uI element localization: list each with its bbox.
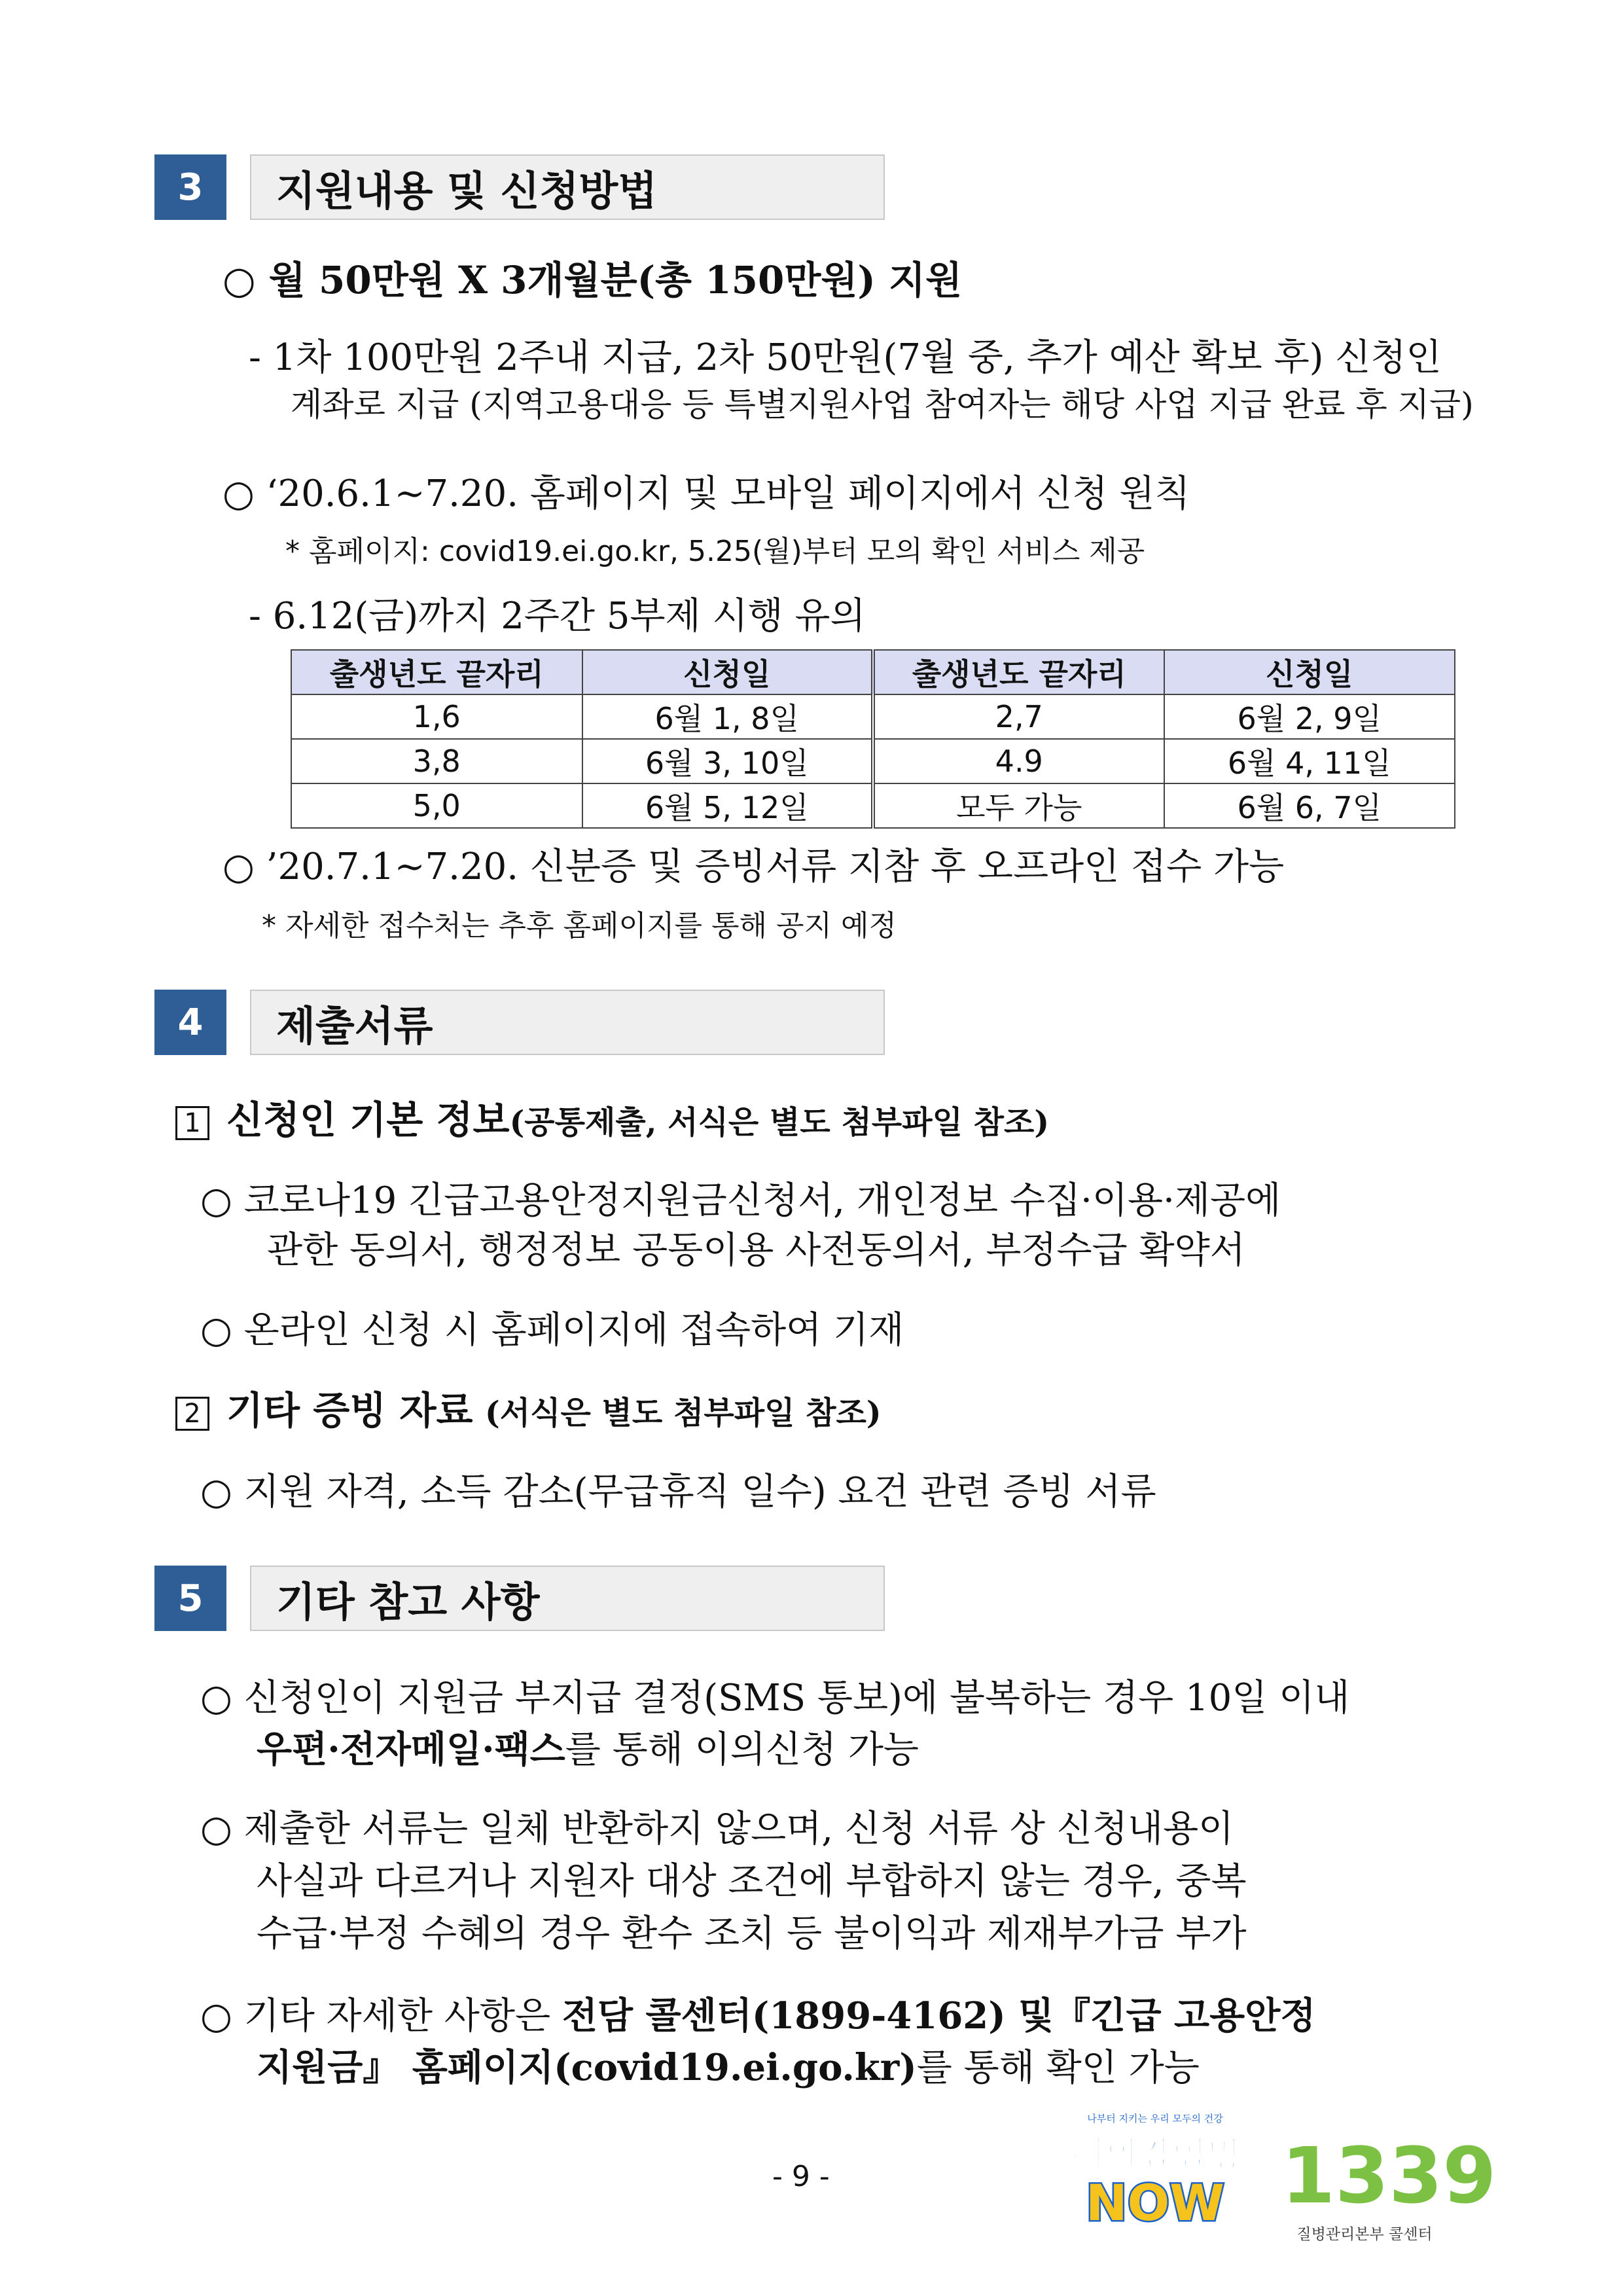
s4-item-2-paren: (서식은 별도 첨부파일 참조) — [485, 1395, 882, 1431]
logo1-main: 해외감염병 — [1069, 2135, 1241, 2176]
logo1-tagline: 나부터 지키는 우리 모두의 건강 — [1087, 2113, 1223, 2125]
logo2-main: 1339 — [1281, 2130, 1497, 2221]
s3-bullet-1: ○ 월 50만원 X 3개월분(총 150만원) 지원 — [223, 258, 963, 302]
schedule-table — [291, 649, 1455, 829]
call-center-1339-logo — [1276, 2111, 1497, 2248]
s4-item-1 — [175, 1097, 1049, 1145]
section-title-3: 지원내용 및 신청방법 — [250, 154, 885, 220]
section-number-4: 4 — [154, 990, 226, 1055]
s3-note-3: * 자세한 접수처는 추후 홈페이지를 통해 공지 예정 — [262, 909, 897, 942]
table-row — [291, 783, 1455, 828]
s5-bullet-1-line-2 — [257, 1727, 919, 1773]
s4-item-1-bullet-1-line-1: ○ 코로나19 긴급고용안정지원금신청서, 개인정보 수집·이용·제공에 — [200, 1179, 1281, 1222]
s4-item-1-bullet-2: ○ 온라인 신청 시 홈페이지에 접속하여 기재 — [200, 1309, 904, 1352]
overseas-infection-now-logo — [1069, 2108, 1241, 2245]
table-cell: 6월 4, 11일 — [1164, 739, 1455, 783]
s4-item-2-title: 기타 증빙 자료 — [226, 1388, 473, 1433]
s3-bullet-3: ○ ’20.7.1~7.20. 신분증 및 증빙서류 지참 후 오프라인 접수 가능 — [223, 846, 1285, 888]
table-row — [291, 739, 1455, 783]
table-header: 신청일 — [582, 650, 874, 694]
table-cell: 6월 2, 9일 — [1164, 694, 1455, 739]
s3-sub-1-line-1: - 1차 100만원 2주내 지급, 2차 50만원(7월 중, 추가 예산 확보 후) 신청인 — [249, 336, 1442, 379]
s5-bullet-3-text: ○ 기타 자세한 사항은 — [200, 1995, 562, 2037]
s5-bullet-1-line-1: ○ 신청인이 지원금 부지급 결정(SMS 통보)에 불복하는 경우 10일 이내 — [200, 1677, 1350, 1719]
table-header: 출생년도 끝자리 — [291, 650, 582, 694]
table-cell: 6월 6, 7일 — [1164, 783, 1455, 828]
s3-bullet-2: ○ ‘20.6.1~7.20. 홈페이지 및 모바일 페이지에서 신청 원칙 — [223, 473, 1190, 515]
logo1-sub: NOW — [1085, 2174, 1225, 2232]
s5-bullet-3-line-2 — [257, 2045, 1200, 2091]
table-row — [291, 694, 1455, 739]
s4-item-1-title: 신청인 기본 정보 — [226, 1098, 510, 1142]
table-cell: 6월 5, 12일 — [582, 783, 874, 828]
item-number-box: 2 — [175, 1397, 209, 1431]
table-header: 신청일 — [1164, 650, 1455, 694]
table-cell: 3,8 — [291, 739, 582, 783]
s3-note-2: * 홈페이지: covid19.ei.go.kr, 5.25(월)부터 모의 확인 서비스 제공 — [285, 535, 1145, 568]
section-title-5: 기타 참고 사항 — [250, 1566, 885, 1631]
table-cell: 모두 가능 — [873, 783, 1164, 828]
s5-bullet-1-bold: 우편·전자메일·팩스 — [257, 1728, 565, 1771]
s4-item-1-paren: (공통제출, 서식은 별도 첨부파일 참조) — [509, 1104, 1050, 1141]
s4-item-2-bullet-1: ○ 지원 자격, 소득 감소(무급휴직 일수) 요건 관련 증빙 서류 — [200, 1471, 1156, 1513]
s5-bullet-2-line-3: 수급·부정 수혜의 경우 환수 조치 등 불이익과 제재부가금 부가 — [257, 1912, 1247, 1955]
s5-bullet-2-line-1: ○ 제출한 서류는 일체 반환하지 않으며, 신청 서류 상 신청내용이 — [200, 1808, 1234, 1850]
table-cell: 1,6 — [291, 694, 582, 739]
s5-bullet-1-rest: 를 통해 이의신청 가능 — [565, 1729, 919, 1771]
s5-bullet-3-rest: 를 통해 확인 가능 — [916, 2047, 1200, 2089]
s4-item-2 — [175, 1388, 882, 1436]
table-cell: 5,0 — [291, 783, 582, 828]
s3-sub-1-line-2: 계좌로 지급 (지역고용대응 등 특별지원사업 참여자는 해당 사업 지급 완료 후 지급) — [291, 386, 1474, 423]
table-cell: 4.9 — [873, 739, 1164, 783]
s4-item-1-bullet-1-line-2: 관한 동의서, 행정정보 공동이용 사전동의서, 부정수급 확약서 — [267, 1229, 1245, 1272]
s3-sub-2: - 6.12(금)까지 2주간 5부제 시행 유의 — [249, 595, 866, 637]
section-number-5: 5 — [154, 1566, 226, 1631]
table-cell: 6월 1, 8일 — [582, 694, 874, 739]
s5-bullet-3-bold-2: 지원금』 홈페이지(covid19.ei.go.kr) — [257, 2046, 917, 2089]
table-cell: 2,7 — [873, 694, 1164, 739]
section-title-4: 제출서류 — [250, 990, 885, 1055]
table-cell: 6월 3, 10일 — [582, 739, 874, 783]
item-number-box: 1 — [175, 1106, 209, 1140]
s5-bullet-3-line-1 — [200, 1993, 1315, 2039]
logo2-sub: 질병관리본부 콜센터 — [1296, 2226, 1433, 2243]
page-number: - 9 - — [772, 2160, 830, 2193]
section-number-3: 3 — [154, 154, 226, 220]
table-header: 출생년도 끝자리 — [873, 650, 1164, 694]
s5-bullet-3-bold: 전담 콜센터(1899-4162) 및『긴급 고용안정 — [562, 1994, 1316, 2037]
table-header-row — [291, 650, 1455, 694]
s5-bullet-2-line-2: 사실과 다르거나 지원자 대상 조건에 부합하지 않는 경우, 중복 — [257, 1860, 1247, 1903]
